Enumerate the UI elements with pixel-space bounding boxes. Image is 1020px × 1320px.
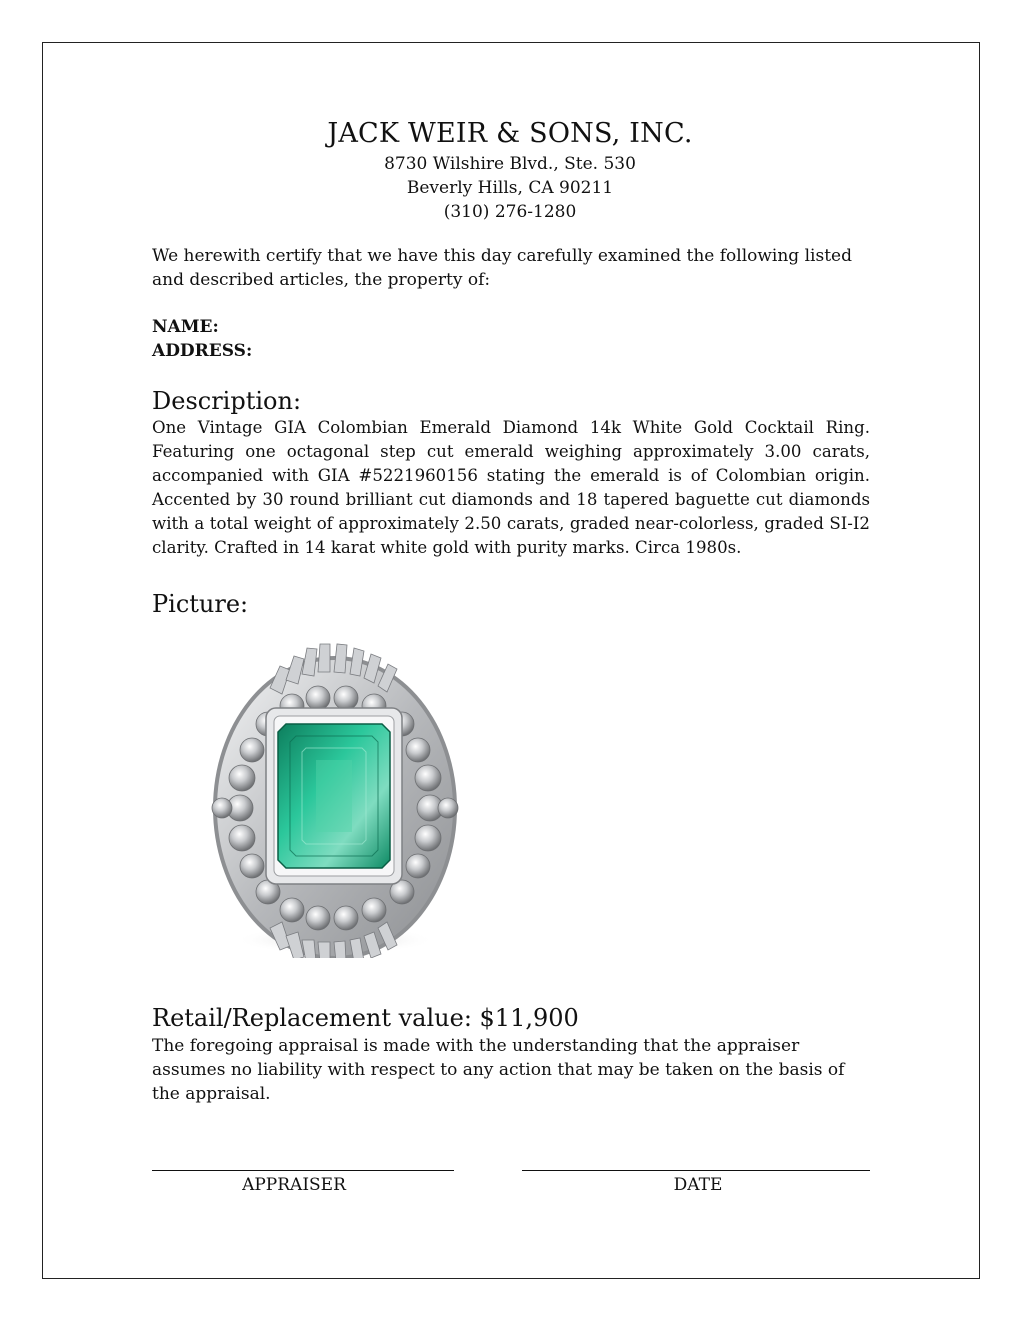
address-label: ADDRESS: bbox=[152, 341, 253, 361]
date-label: DATE bbox=[673, 1175, 723, 1195]
description-heading: Description: bbox=[152, 387, 302, 415]
letterhead bbox=[0, 116, 1020, 224]
description-text: One Vintage GIA Colombian Emerald Diamond 14k White Gold Cocktail Ring. Featuring one octagonal step cut emerald weighing approximately 3.00 carats, accompanied with GIA #5221960156 stating the emerald is of Colombian origin. Accented by 30 round brilliant cut diamonds and 18 tapered baguette cut diamonds with a total weight of approximately 2.50 carats, graded near-colorless, graded SI-I2 clarity. Crafted in 14 karat white gold with purity marks. Circa 1980s. bbox=[152, 418, 870, 557]
company-address-line1: 8730 Wilshire Blvd., Ste. 530 bbox=[384, 154, 636, 174]
certification-intro: We herewith certify that we have this day carefully examined the following listed and described articles, the property of: bbox=[152, 246, 852, 290]
company-phone: (310) 276-1280 bbox=[443, 202, 577, 222]
company-address-line2: Beverly Hills, CA 90211 bbox=[406, 178, 614, 198]
picture-heading: Picture: bbox=[152, 590, 249, 618]
ring-photo bbox=[200, 628, 470, 958]
appraiser-signature-line bbox=[152, 1170, 454, 1171]
date-signature-line bbox=[522, 1170, 870, 1171]
owner-fields bbox=[152, 315, 870, 363]
disclaimer-text: The foregoing appraisal is made with the understanding that the appraiser assumes no liability with respect to any action that may be taken on the basis of the appraisal. bbox=[152, 1036, 845, 1104]
company-name: JACK WEIR & SONS, INC. bbox=[327, 118, 693, 149]
name-label: NAME: bbox=[152, 317, 219, 337]
appraiser-label: APPRAISER bbox=[242, 1175, 346, 1195]
replacement-value: Retail/Replacement value: $11,900 bbox=[152, 1004, 579, 1032]
